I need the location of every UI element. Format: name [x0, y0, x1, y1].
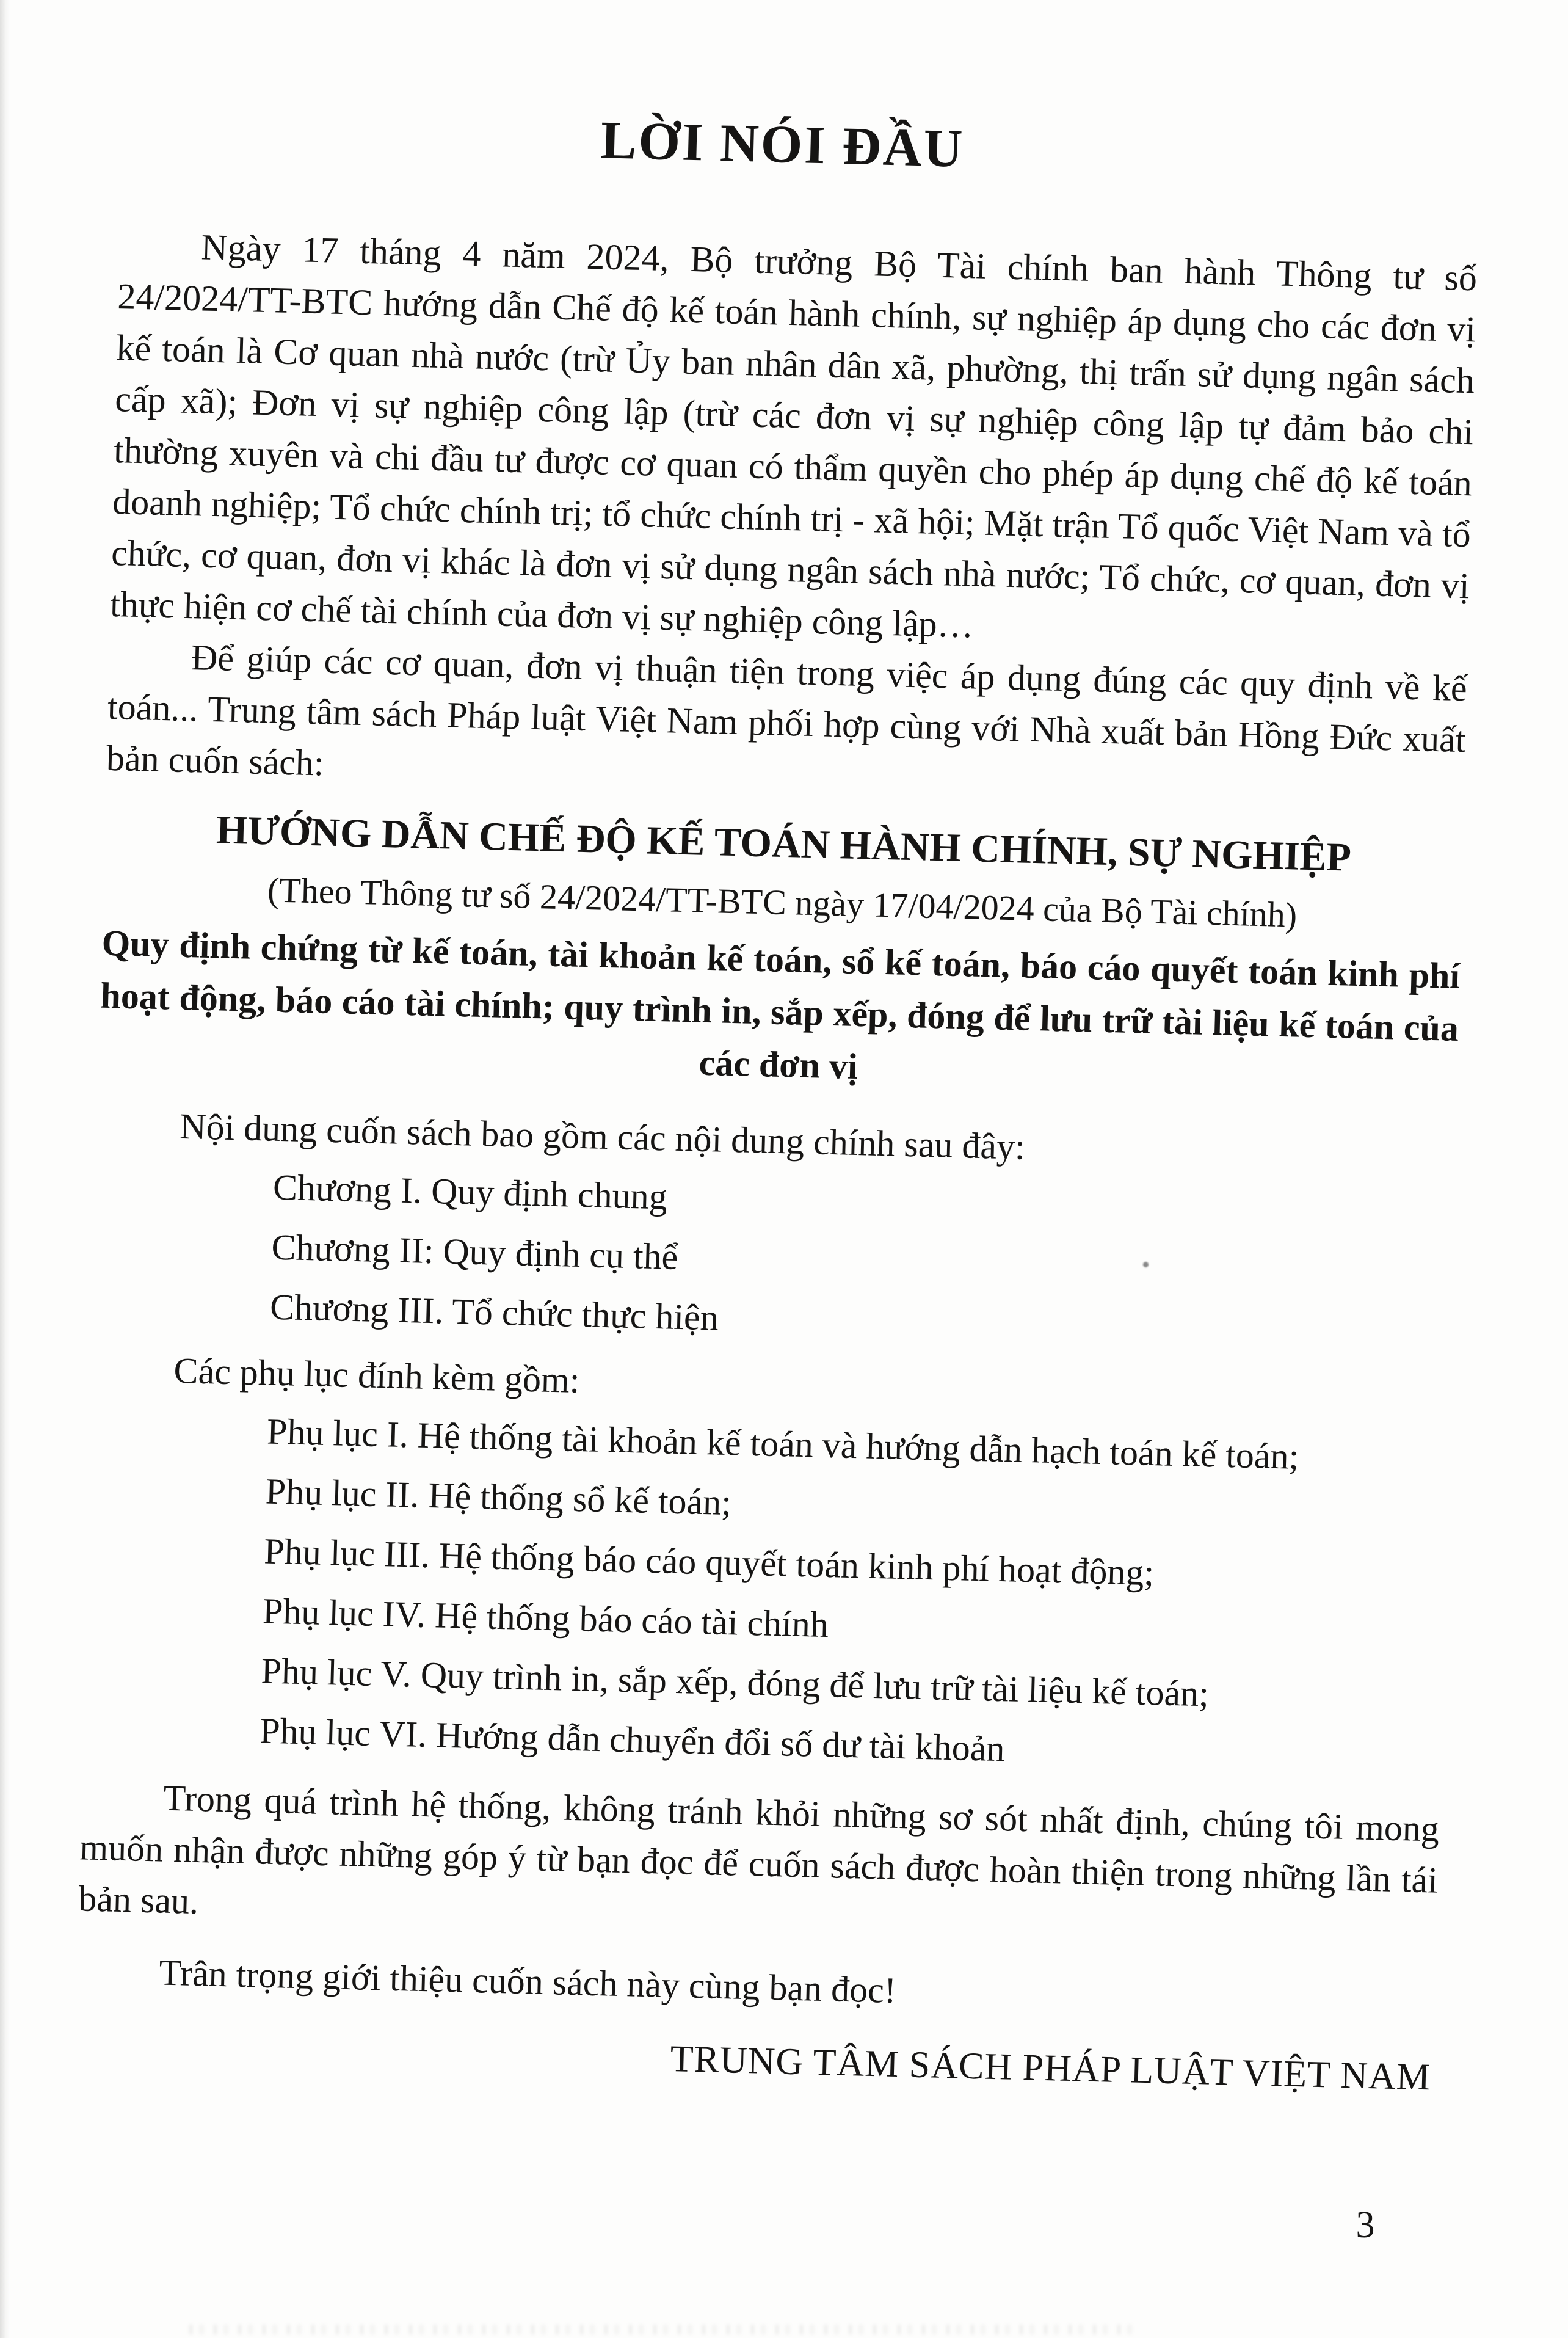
- contents-intro: Nội dung cuốn sách bao gồm các nội dung chính sau đây:: [179, 1105, 1026, 1167]
- book-subtitle: (Theo Thông tư số 24/2024/TT-BTC ngày 17/04/2024 của Bộ Tài chính): [267, 869, 1298, 935]
- annex-item: Phụ lục V. Quy trình in, sắp xếp, đóng để lưu trữ tài liệu kế toán;: [260, 1650, 1210, 1714]
- annex-item: Phụ lục II. Hệ thống sổ kế toán;: [265, 1471, 732, 1523]
- opening-paragraph: Ngày 17 tháng 4 năm 2024, Bộ trưởng Bộ Tài chính ban hành Thông tư số 24/2024/TT-BTC hướng dẫn Chế độ kế toán hành chính, sự nghiệp áp dụng cho các đơn vị kế toán là Cơ quan nhà nước (trừ Ủy ban nhân dân xã, phường, thị trấn sử dụng ngân sách cấp xã); Đơn vị sự nghiệp công lập (trừ các đơn vị sự nghiệp công lập tự đảm bảo chi thường xuyên và chi đầu tư được cơ quan có thẩm quyền cho phép áp dụng chế độ kế toán doanh nghiệp; Tổ chức chính trị; tổ chức chính trị - xã hội; Mặt trận Tổ quốc Việt Nam và tổ chức, cơ quan, đơn vị khác là đơn vị sử dụng ngân sách nhà nước; Tổ chức, cơ quan, đơn vị thực hiện cơ chế tài chính của đơn vị sự nghiệp công lập…: [109, 226, 1478, 646]
- chapter-item: Chương III. Tổ chức thực hiện: [269, 1286, 719, 1338]
- chapter-item: Chương I. Quy định chung: [272, 1167, 668, 1217]
- page-number: 3: [1356, 2204, 1375, 2246]
- closing-paragraph: Trong quá trình hệ thống, không tránh khỏi những sơ sót nhất định, chúng tôi mong muốn nhận được những góp ý từ bạn đọc để cuốn sách được hoàn thiện trong những lần tái bản sau.: [78, 1777, 1440, 1921]
- book-title: HƯỚNG DẪN CHẾ ĐỘ KẾ TOÁN HÀNH CHÍNH, SỰ NGHIỆP: [216, 807, 1352, 880]
- scan-edge-shadow: [0, 0, 10, 2338]
- annex-intro: Các phụ lục đính kèm gồm:: [173, 1350, 581, 1400]
- scan-bleed-through: [189, 2325, 1142, 2334]
- book-scope-paragraph: Quy định chứng từ kế toán, tài khoản kế toán, sổ kế toán, báo cáo quyết toán kinh phí hoạt động, báo cáo tài chính; quy trình in, sắp xếp, đóng để lưu trữ tài liệu kế toán của các đơn vị: [100, 922, 1461, 1087]
- page-title: LỜI NÓI ĐẦU: [600, 111, 965, 179]
- annex-item: Phụ lục I. Hệ thống tài khoản kế toán và hướng dẫn hạch toán kế toán;: [266, 1411, 1300, 1477]
- annex-item: Phụ lục III. Hệ thống báo cáo quyết toán kinh phí hoạt động;: [263, 1531, 1155, 1593]
- annex-list: [82, 1401, 1448, 1785]
- annex-item: Phụ lục VI. Hướng dẫn chuyển đổi số dư tài khoản: [259, 1710, 1006, 1769]
- chapter-item: Chương II: Quy định cụ thể: [270, 1226, 679, 1277]
- chapter-list: [92, 1157, 1454, 1361]
- page-content: [74, 97, 1481, 2103]
- publisher-signature: TRUNG TÂM SÁCH PHÁP LUẬT VIỆT NAM: [669, 2038, 1431, 2099]
- purpose-paragraph: Để giúp các cơ quan, đơn vị thuận tiện trong việc áp dụng đúng các quy định về kế toán... Trung tâm sách Pháp luật Việt Nam phối hợp cùng với Nhà xuất bản Hồng Đức xuất bản cuốn sách:: [106, 636, 1468, 784]
- closing-invitation: Trân trọng giới thiệu cuốn sách này cùng bạn đọc!: [158, 1952, 897, 2011]
- annex-item: Phụ lục IV. Hệ thống báo cáo tài chính: [262, 1590, 829, 1645]
